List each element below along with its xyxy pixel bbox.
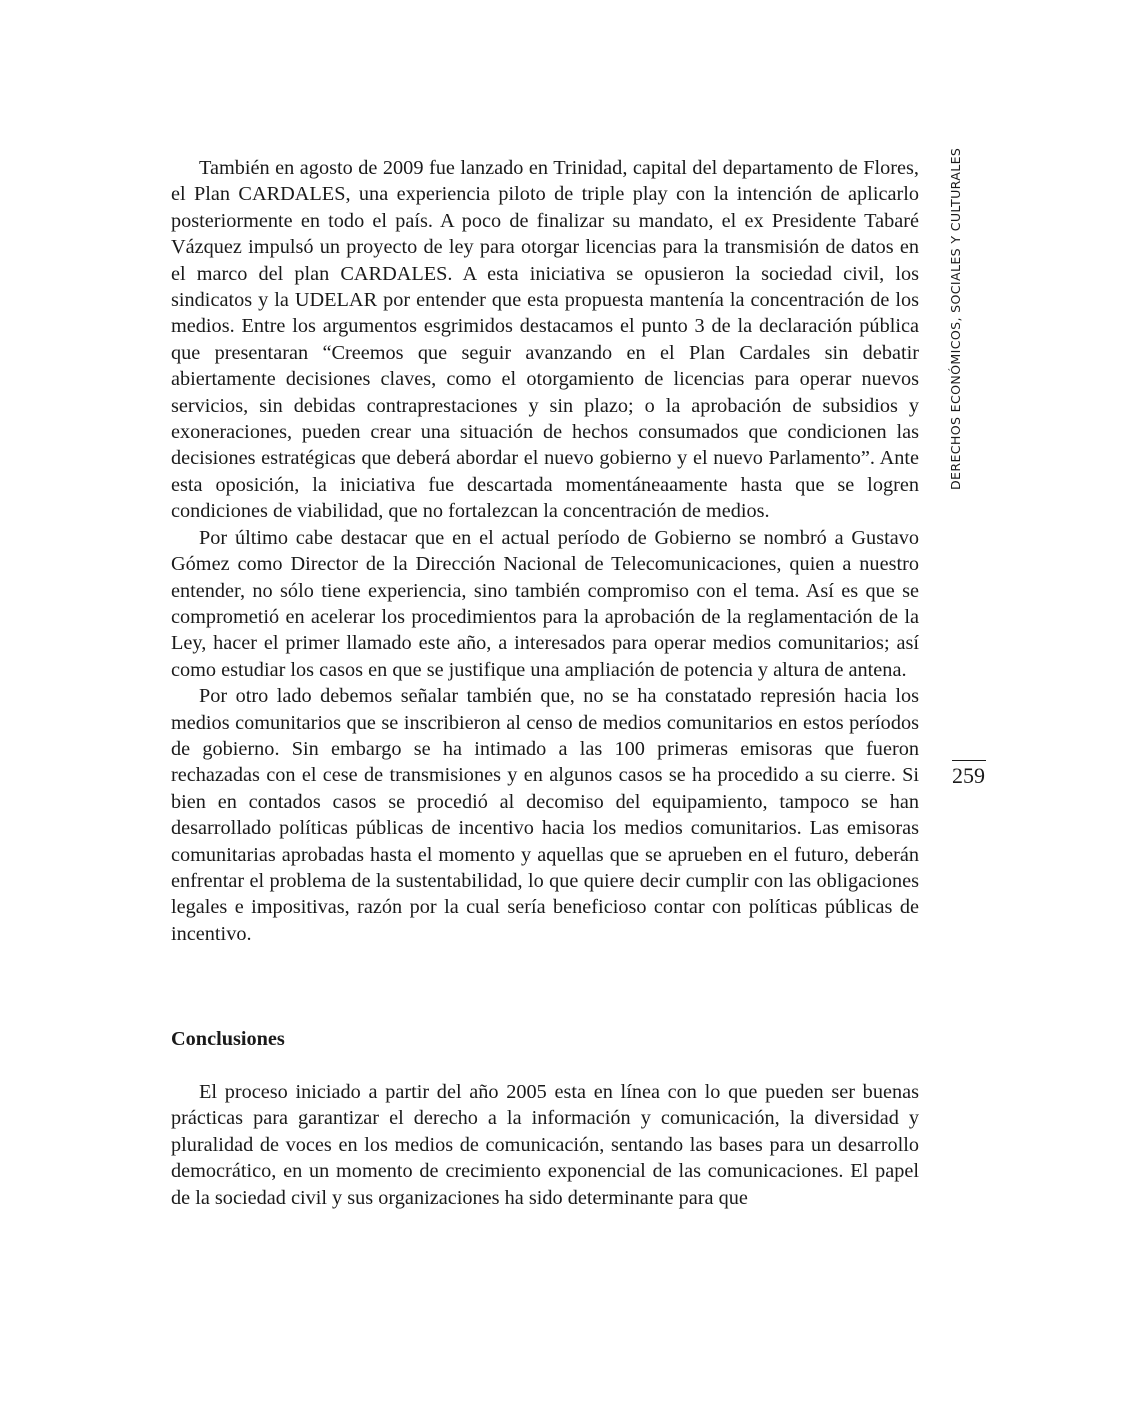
paragraph-director: Por último cabe destacar que en el actual período de Gobierno se nombró a Gustavo Gómez como Director de la Dirección Nacional de Telecomunicaciones, quien a nuestro entender, no sólo tiene experiencia, sino también compromiso con el tema. Así es que se comprometió en acelerar los procedimientos para la aprobación de la reglamentación de la Ley, hacer el primer llamado este año, a interesados para operar medios comunitarios; así como estudiar los casos en que se justifique una ampliación de potencia y altura de antena. (171, 526, 919, 681)
section-heading-conclusiones: Conclusiones (171, 1028, 285, 1050)
body-text (171, 155, 919, 947)
paragraph-conclusiones: El proceso iniciado a partir del año 2005 esta en línea con lo que pueden ser buenas prácticas para garantizar el derecho a la información y comunicación, la diversidad y pluralidad de voces en los medios de comunicación, sentando las bases para un desarrollo democrático, en un momento de crecimiento exponencial de las comunicaciones. El papel de la sociedad civil y sus organizaciones ha sido determinante para que (171, 1081, 919, 1209)
paragraph-cardales: También en agosto de 2009 fue lanzado en Trinidad, capital del departamento de Flores, el Plan CARDALES, una experiencia piloto de triple play con la intención de aplicarlo posteriormente en todo el país. A poco de finalizar su mandato, el ex Presidente Tabaré Vázquez impulsó un proyecto de ley para otorgar licencias para la transmisión de datos en el marco del plan CARDALES. A esta iniciativa se opusieron la sociedad civil, los sindicatos y la UDELAR por entender que esta propuesta mantenía la concentración de los medios. Entre los argumentos esgrimidos destacamos el punto 3 de la declaración pública que presentaran “Creemos que seguir avanzando en el Plan Cardales sin debatir abiertamente decisiones claves, como el otorgamiento de licencias para operar nuevos servicios, sin debidas contraprestaciones y sin plazo; o la aprobación de subsidios y exoneraciones, pueden crear una situación de hechos consumados que condicionen las decisiones estratégicas que deberá abordar el nuevo gobierno y el nuevo Parlamento”. Ante esta oposición, la iniciativa fue descartada momentáneaamente hasta que se logren condiciones de viabilidad, que no fortalezcan la concentración de medios. (171, 157, 919, 523)
conclusions-text (171, 1079, 919, 1211)
page-number-rule (952, 760, 986, 761)
running-header-vertical: DERECHOS ECONÓMICOS, SOCIALES Y CULTURALES (948, 147, 963, 490)
paragraph-represion: Por otro lado debemos señalar también que, no se ha constatado represión hacia los medios comunitarios que se inscribieron al censo de medios comunitarios en estos períodos de gobierno. Sin embargo se ha intimado a las 100 primeras emisoras que fueron rechazadas con el cese de transmisiones y en algunos casos se ha procedido a su cierre. Si bien en contados casos se procedió al decomiso del equipamiento, tampoco se han desarrollado políticas públicas de incentivo hacia los medios comunitarios. Las emisoras comunitarias aprobadas hasta el momento y aquellas que se aprueben en el futuro, deberán enfrentar el problema de la sustentabilidad, lo que quiere decir cumplir con las obligaciones legales e impositivas, razón por la cual sería beneficioso contar con políticas públicas de incentivo. (171, 685, 919, 945)
page-number: 259 (952, 763, 985, 788)
